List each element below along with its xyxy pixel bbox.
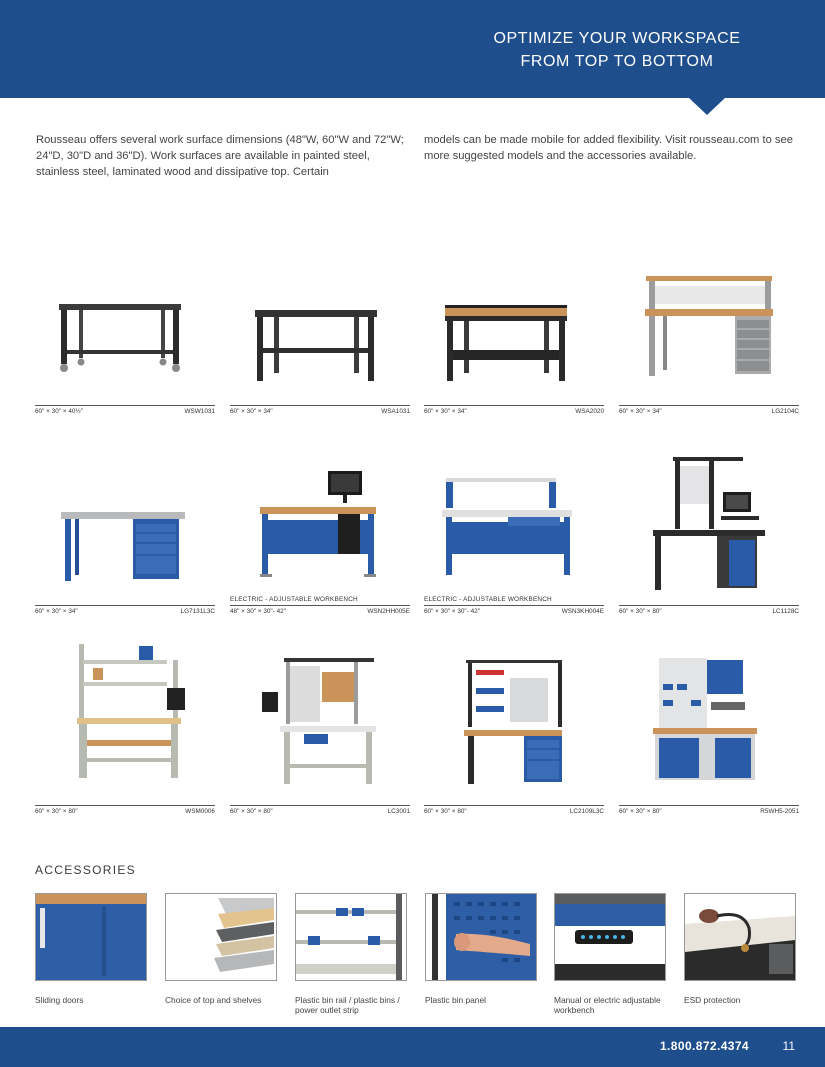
accessory-label: Sliding doors	[35, 995, 84, 1005]
product-wsn3kh004e	[424, 452, 604, 622]
product-feature-label: ELECTRIC - ADJUSTABLE WORKBENCH	[230, 596, 358, 603]
product-code: WSW1031	[184, 408, 215, 415]
accessory-bin-panel	[425, 893, 537, 1005]
accessory-image	[165, 893, 277, 981]
product-dimensions: 48" × 30" × 30"- 42"	[230, 608, 286, 615]
workbench-illustration	[619, 640, 799, 790]
workbench-illustration	[424, 272, 604, 402]
workbench-illustration	[35, 272, 215, 402]
accessory-top-and-shelves	[165, 893, 277, 1005]
product-divider	[619, 805, 799, 806]
header-notch	[688, 97, 726, 115]
product-code: WSA2020	[575, 408, 604, 415]
product-code: LC1128C	[772, 608, 799, 615]
product-lc3001	[230, 640, 410, 820]
product-dimensions: 60" × 30" × 34"	[35, 608, 78, 615]
product-code: WSN3KH004E	[561, 608, 604, 615]
product-dimensions: 60" × 30" × 34"	[230, 408, 273, 415]
product-image	[424, 640, 604, 790]
accessory-image	[35, 893, 147, 981]
workbench-illustration	[424, 452, 604, 592]
sliding-doors-illustration	[36, 894, 146, 980]
product-wsw1031	[35, 272, 215, 422]
accessory-label: Manual or electric adjustable workbench	[554, 995, 661, 1015]
product-code: LG2104C	[771, 408, 799, 415]
product-code: R5WH5-2051	[760, 808, 799, 815]
product-wsa1031	[230, 272, 410, 422]
product-divider	[230, 805, 410, 806]
product-lc2109l3c	[424, 640, 604, 820]
workbench-illustration	[619, 272, 799, 402]
workbench-illustration	[619, 452, 799, 592]
adjustable-control-illustration	[555, 894, 665, 980]
product-code: LC2109L3C	[569, 808, 604, 815]
product-dimensions: 60" × 30" × 80"	[424, 808, 467, 815]
intro-paragraph-left: Rousseau offers several work surface dimensions (48"W, 60"W and 72"W; 24"D, 30"D and 36"D). Work surfaces are available in painted steel, stainless steel, laminated wood and dissipative top. Certain	[36, 134, 404, 178]
product-divider	[230, 405, 410, 406]
product-code: LC3001	[387, 808, 410, 815]
product-image	[424, 452, 604, 592]
product-dimensions: 60" × 30" × 30"- 42"	[424, 608, 480, 615]
page-title	[467, 27, 767, 73]
product-lg7131l3c	[35, 452, 215, 622]
product-image	[35, 640, 215, 790]
product-image	[230, 640, 410, 790]
accessory-image	[425, 893, 537, 981]
shelves-illustration	[166, 894, 276, 980]
product-dimensions: 60" × 30" × 40½"	[35, 408, 84, 415]
product-wsm0006	[35, 640, 215, 820]
product-dimensions: 60" × 30" × 80"	[230, 808, 273, 815]
product-dimensions: 60" × 30" × 34"	[424, 408, 467, 415]
page-title-line-1: OPTIMIZE YOUR WORKSPACE	[493, 30, 741, 47]
product-image	[230, 272, 410, 402]
product-divider	[35, 405, 215, 406]
workbench-illustration	[35, 640, 215, 790]
product-divider	[424, 605, 604, 606]
product-image	[619, 640, 799, 790]
accessory-adjustable-workbench	[554, 893, 666, 1015]
product-code: WSA1031	[381, 408, 410, 415]
product-wsa2020	[424, 272, 604, 422]
accessory-image	[554, 893, 666, 981]
bin-rail-illustration	[296, 894, 406, 980]
product-code: WSM0006	[185, 808, 215, 815]
accessory-label: Plastic bin panel	[425, 995, 486, 1005]
accessory-label: Plastic bin rail / plastic bins / power outlet strip	[295, 995, 400, 1015]
page-number: 11	[782, 1039, 795, 1053]
accessory-esd-protection	[684, 893, 796, 1005]
product-dimensions: 60" × 30" × 80"	[35, 808, 78, 815]
product-image	[619, 452, 799, 592]
product-dimensions: 60" × 30" × 34"	[619, 408, 662, 415]
footer-bar	[0, 1027, 825, 1067]
product-divider	[424, 405, 604, 406]
product-lg2104c	[619, 272, 799, 422]
phone-number: 1.800.872.4374	[659, 1039, 749, 1053]
workbench-illustration	[230, 272, 410, 402]
product-image	[230, 452, 410, 592]
page-title-line-2: FROM TOP TO BOTTOM	[520, 53, 714, 70]
accessory-label: Choice of top and shelves	[165, 995, 262, 1005]
product-lc1128c	[619, 452, 799, 622]
accessories-heading: ACCESSORIES	[35, 863, 136, 877]
product-divider	[230, 605, 410, 606]
accessory-sliding-doors	[35, 893, 147, 1005]
workbench-illustration	[35, 452, 215, 592]
product-dimensions: 60" × 30" × 80"	[619, 608, 662, 615]
product-divider	[619, 405, 799, 406]
bin-panel-illustration	[426, 894, 536, 980]
product-image	[619, 272, 799, 402]
product-divider	[619, 605, 799, 606]
product-image	[35, 272, 215, 402]
esd-illustration	[685, 894, 795, 980]
workbench-illustration	[230, 452, 410, 592]
product-divider	[424, 805, 604, 806]
product-wsn2hh005e	[230, 452, 410, 622]
product-dimensions: 60" × 30" × 80"	[619, 808, 662, 815]
product-code: WSN2HH005E	[367, 608, 410, 615]
workbench-illustration	[230, 640, 410, 790]
product-feature-label: ELECTRIC - ADJUSTABLE WORKBENCH	[424, 596, 552, 603]
product-divider	[35, 605, 215, 606]
accessory-image	[684, 893, 796, 981]
accessory-bin-rail	[295, 893, 407, 1015]
product-image	[424, 272, 604, 402]
workbench-illustration	[424, 640, 604, 790]
intro-paragraph-right: models can be made mobile for added flexibility. Visit rousseau.com to see more suggested models and the accessories available.	[424, 134, 793, 162]
product-r5wh5-2051	[619, 640, 799, 820]
accessory-label: ESD protection	[684, 995, 741, 1005]
product-divider	[35, 805, 215, 806]
product-image	[35, 452, 215, 592]
accessory-image	[295, 893, 407, 981]
product-code: LG7131L3C	[180, 608, 215, 615]
